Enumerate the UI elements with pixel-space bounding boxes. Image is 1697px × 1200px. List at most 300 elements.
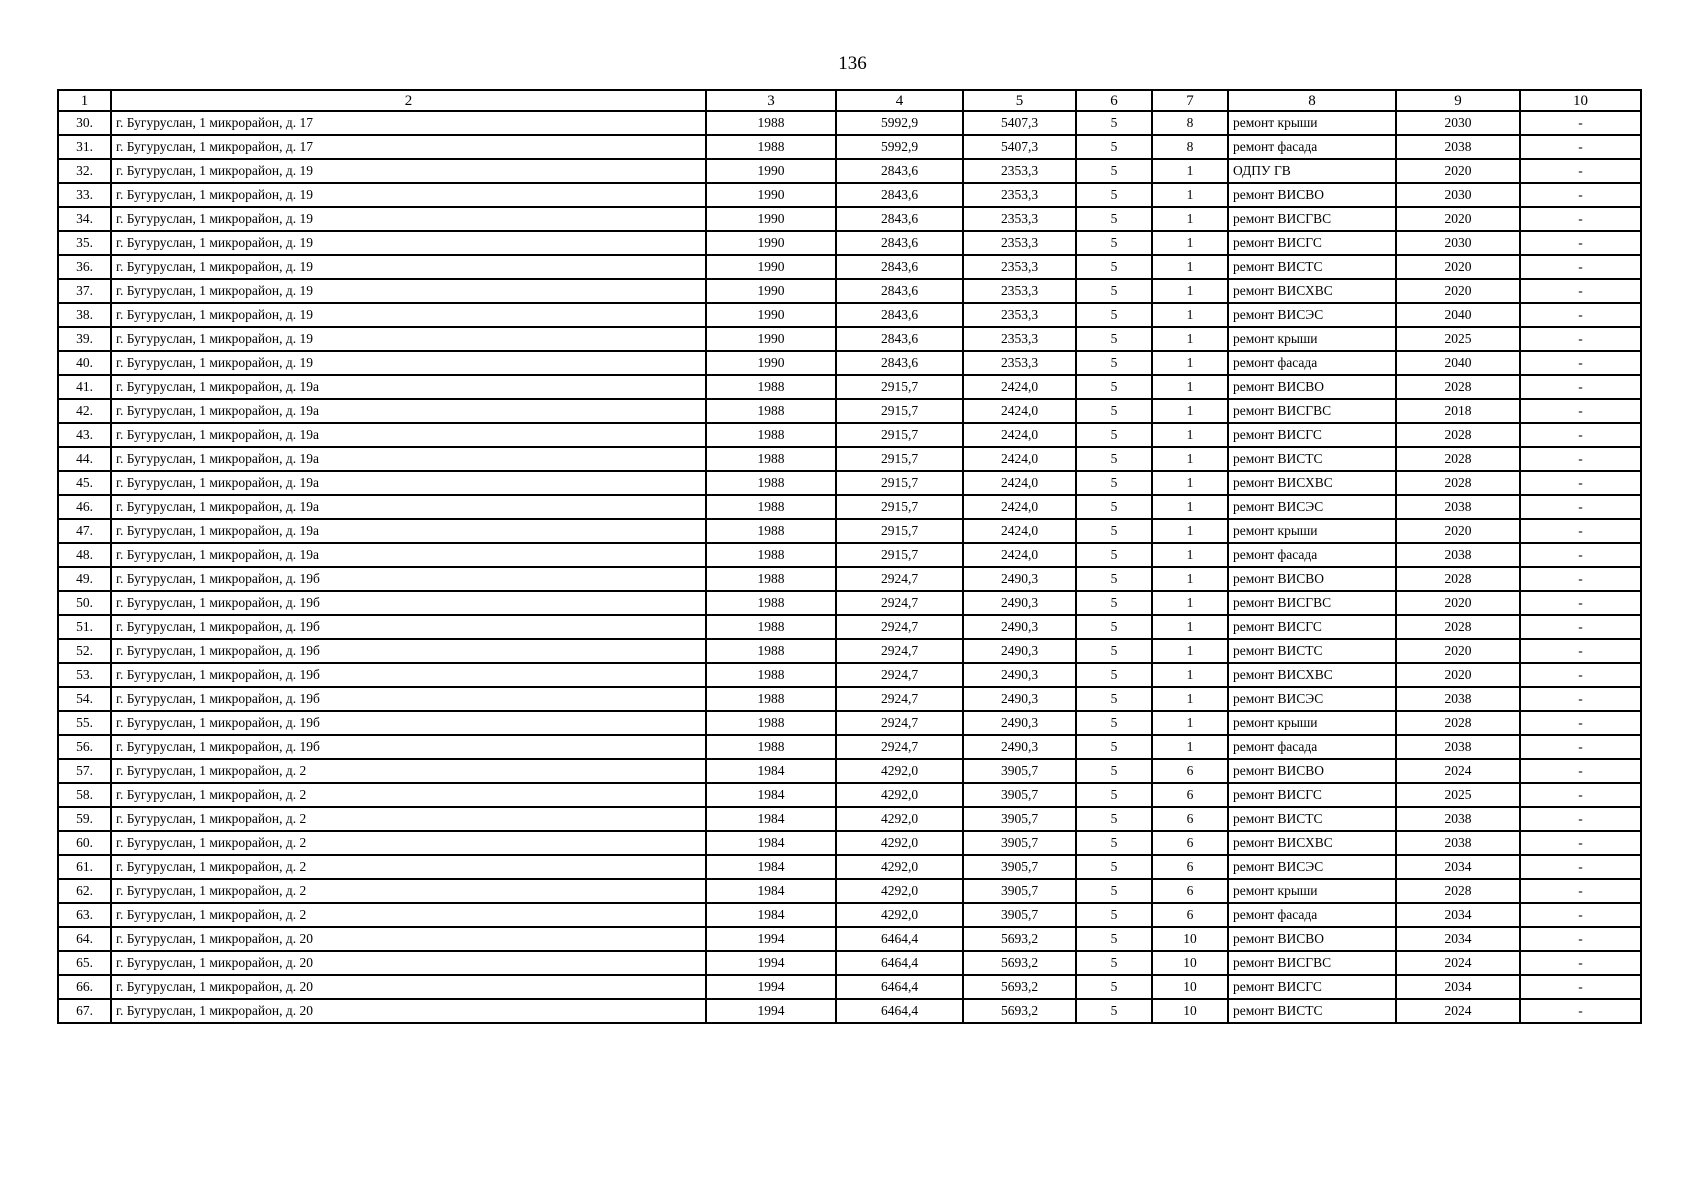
cell-floors: 5 xyxy=(1076,351,1152,375)
cell-work-type: ремонт ВИСГВС xyxy=(1228,207,1396,231)
cell-year-built: 1988 xyxy=(706,735,836,759)
cell-living-area: 2424,0 xyxy=(963,543,1076,567)
cell-entrances: 10 xyxy=(1152,975,1228,999)
cell-living-area: 2353,3 xyxy=(963,159,1076,183)
table-row xyxy=(58,879,1641,903)
cell-note: - xyxy=(1520,879,1641,903)
cell-planned-year: 2028 xyxy=(1396,471,1520,495)
cell-work-type: ремонт ВИСГВС xyxy=(1228,951,1396,975)
cell-total-area: 2915,7 xyxy=(836,543,963,567)
cell-floors: 5 xyxy=(1076,135,1152,159)
cell-planned-year: 2028 xyxy=(1396,615,1520,639)
cell-note: - xyxy=(1520,831,1641,855)
cell-floors: 5 xyxy=(1076,399,1152,423)
cell-note: - xyxy=(1520,927,1641,951)
cell-entrances: 1 xyxy=(1152,639,1228,663)
cell-row-number: 31. xyxy=(58,135,111,159)
cell-planned-year: 2020 xyxy=(1396,639,1520,663)
cell-entrances: 6 xyxy=(1152,855,1228,879)
cell-work-type: ремонт ВИСХВС xyxy=(1228,831,1396,855)
cell-address: г. Бугуруслан, 1 микрорайон, д. 2 xyxy=(111,807,706,831)
cell-planned-year: 2034 xyxy=(1396,975,1520,999)
cell-living-area: 2490,3 xyxy=(963,591,1076,615)
cell-planned-year: 2020 xyxy=(1396,159,1520,183)
cell-address: г. Бугуруслан, 1 микрорайон, д. 19 xyxy=(111,279,706,303)
cell-living-area: 2353,3 xyxy=(963,303,1076,327)
table-row xyxy=(58,111,1641,135)
cell-floors: 5 xyxy=(1076,951,1152,975)
cell-living-area: 3905,7 xyxy=(963,903,1076,927)
cell-planned-year: 2038 xyxy=(1396,495,1520,519)
cell-entrances: 1 xyxy=(1152,519,1228,543)
cell-work-type: ремонт ВИСЭС xyxy=(1228,495,1396,519)
col-header-9: 9 xyxy=(1396,90,1520,111)
cell-floors: 5 xyxy=(1076,783,1152,807)
cell-year-built: 1988 xyxy=(706,399,836,423)
cell-planned-year: 2038 xyxy=(1396,135,1520,159)
cell-year-built: 1990 xyxy=(706,255,836,279)
cell-planned-year: 2020 xyxy=(1396,519,1520,543)
cell-note: - xyxy=(1520,447,1641,471)
cell-total-area: 2924,7 xyxy=(836,567,963,591)
cell-total-area: 2924,7 xyxy=(836,711,963,735)
cell-total-area: 2915,7 xyxy=(836,519,963,543)
cell-floors: 5 xyxy=(1076,567,1152,591)
table-row xyxy=(58,351,1641,375)
cell-entrances: 1 xyxy=(1152,327,1228,351)
cell-floors: 5 xyxy=(1076,111,1152,135)
cell-note: - xyxy=(1520,303,1641,327)
cell-entrances: 1 xyxy=(1152,663,1228,687)
cell-note: - xyxy=(1520,423,1641,447)
table-row xyxy=(58,543,1641,567)
cell-planned-year: 2028 xyxy=(1396,879,1520,903)
cell-address: г. Бугуруслан, 1 микрорайон, д. 20 xyxy=(111,999,706,1023)
cell-note: - xyxy=(1520,591,1641,615)
cell-floors: 5 xyxy=(1076,375,1152,399)
cell-entrances: 1 xyxy=(1152,711,1228,735)
cell-row-number: 67. xyxy=(58,999,111,1023)
cell-entrances: 10 xyxy=(1152,999,1228,1023)
cell-note: - xyxy=(1520,375,1641,399)
cell-address: г. Бугуруслан, 1 микрорайон, д. 19 xyxy=(111,183,706,207)
cell-work-type: ремонт фасада xyxy=(1228,351,1396,375)
cell-entrances: 1 xyxy=(1152,567,1228,591)
cell-entrances: 1 xyxy=(1152,423,1228,447)
cell-year-built: 1990 xyxy=(706,351,836,375)
cell-note: - xyxy=(1520,783,1641,807)
cell-entrances: 1 xyxy=(1152,687,1228,711)
cell-work-type: ремонт крыши xyxy=(1228,879,1396,903)
cell-note: - xyxy=(1520,975,1641,999)
cell-total-area: 4292,0 xyxy=(836,831,963,855)
cell-floors: 5 xyxy=(1076,327,1152,351)
cell-year-built: 1990 xyxy=(706,303,836,327)
cell-work-type: ремонт фасада xyxy=(1228,135,1396,159)
cell-address: г. Бугуруслан, 1 микрорайон, д. 19 xyxy=(111,231,706,255)
cell-total-area: 2915,7 xyxy=(836,423,963,447)
cell-planned-year: 2028 xyxy=(1396,711,1520,735)
cell-note: - xyxy=(1520,519,1641,543)
table-row xyxy=(58,951,1641,975)
cell-address: г. Бугуруслан, 1 микрорайон, д. 19 xyxy=(111,327,706,351)
table-row xyxy=(58,327,1641,351)
cell-planned-year: 2030 xyxy=(1396,231,1520,255)
cell-row-number: 39. xyxy=(58,327,111,351)
cell-total-area: 2924,7 xyxy=(836,663,963,687)
cell-living-area: 2353,3 xyxy=(963,231,1076,255)
cell-row-number: 63. xyxy=(58,903,111,927)
cell-living-area: 2490,3 xyxy=(963,735,1076,759)
cell-planned-year: 2025 xyxy=(1396,783,1520,807)
cell-living-area: 3905,7 xyxy=(963,831,1076,855)
cell-living-area: 3905,7 xyxy=(963,879,1076,903)
cell-entrances: 1 xyxy=(1152,255,1228,279)
cell-entrances: 6 xyxy=(1152,879,1228,903)
cell-address: г. Бугуруслан, 1 микрорайон, д. 19б xyxy=(111,567,706,591)
cell-work-type: ремонт ВИСТС xyxy=(1228,807,1396,831)
cell-work-type: ремонт ВИСГС xyxy=(1228,975,1396,999)
cell-floors: 5 xyxy=(1076,159,1152,183)
cell-year-built: 1988 xyxy=(706,471,836,495)
cell-entrances: 1 xyxy=(1152,375,1228,399)
cell-row-number: 34. xyxy=(58,207,111,231)
cell-row-number: 54. xyxy=(58,687,111,711)
col-header-6: 6 xyxy=(1076,90,1152,111)
cell-entrances: 1 xyxy=(1152,231,1228,255)
cell-floors: 5 xyxy=(1076,519,1152,543)
cell-row-number: 36. xyxy=(58,255,111,279)
cell-living-area: 2424,0 xyxy=(963,519,1076,543)
cell-entrances: 1 xyxy=(1152,279,1228,303)
cell-floors: 5 xyxy=(1076,663,1152,687)
cell-year-built: 1988 xyxy=(706,447,836,471)
cell-floors: 5 xyxy=(1076,831,1152,855)
cell-living-area: 3905,7 xyxy=(963,807,1076,831)
cell-work-type: ремонт ВИСВО xyxy=(1228,183,1396,207)
cell-entrances: 1 xyxy=(1152,303,1228,327)
cell-note: - xyxy=(1520,687,1641,711)
cell-year-built: 1984 xyxy=(706,759,836,783)
cell-year-built: 1994 xyxy=(706,927,836,951)
cell-work-type: ремонт ВИСЭС xyxy=(1228,855,1396,879)
cell-entrances: 6 xyxy=(1152,807,1228,831)
cell-living-area: 2490,3 xyxy=(963,615,1076,639)
cell-year-built: 1988 xyxy=(706,567,836,591)
cell-address: г. Бугуруслан, 1 микрорайон, д. 2 xyxy=(111,903,706,927)
cell-note: - xyxy=(1520,495,1641,519)
table-row xyxy=(58,519,1641,543)
cell-year-built: 1990 xyxy=(706,183,836,207)
table-row xyxy=(58,423,1641,447)
cell-note: - xyxy=(1520,663,1641,687)
cell-year-built: 1990 xyxy=(706,279,836,303)
cell-address: г. Бугуруслан, 1 микрорайон, д. 2 xyxy=(111,783,706,807)
cell-address: г. Бугуруслан, 1 микрорайон, д. 19а xyxy=(111,375,706,399)
cell-row-number: 58. xyxy=(58,783,111,807)
cell-planned-year: 2038 xyxy=(1396,543,1520,567)
cell-total-area: 2924,7 xyxy=(836,639,963,663)
cell-planned-year: 2034 xyxy=(1396,855,1520,879)
cell-note: - xyxy=(1520,279,1641,303)
cell-living-area: 2490,3 xyxy=(963,711,1076,735)
col-header-4: 4 xyxy=(836,90,963,111)
cell-row-number: 37. xyxy=(58,279,111,303)
cell-year-built: 1990 xyxy=(706,207,836,231)
cell-total-area: 2924,7 xyxy=(836,615,963,639)
cell-year-built: 1984 xyxy=(706,879,836,903)
cell-floors: 5 xyxy=(1076,447,1152,471)
cell-total-area: 2915,7 xyxy=(836,447,963,471)
header-row xyxy=(58,90,1641,111)
cell-planned-year: 2038 xyxy=(1396,807,1520,831)
cell-planned-year: 2038 xyxy=(1396,687,1520,711)
table-row xyxy=(58,831,1641,855)
cell-work-type: ремонт крыши xyxy=(1228,519,1396,543)
cell-row-number: 60. xyxy=(58,831,111,855)
cell-row-number: 65. xyxy=(58,951,111,975)
cell-planned-year: 2020 xyxy=(1396,591,1520,615)
col-header-7: 7 xyxy=(1152,90,1228,111)
cell-planned-year: 2025 xyxy=(1396,327,1520,351)
cell-entrances: 1 xyxy=(1152,543,1228,567)
cell-total-area: 2843,6 xyxy=(836,159,963,183)
cell-total-area: 2924,7 xyxy=(836,735,963,759)
cell-total-area: 6464,4 xyxy=(836,927,963,951)
table-row xyxy=(58,759,1641,783)
cell-living-area: 2353,3 xyxy=(963,207,1076,231)
cell-planned-year: 2028 xyxy=(1396,423,1520,447)
cell-address: г. Бугуруслан, 1 микрорайон, д. 17 xyxy=(111,135,706,159)
cell-living-area: 2353,3 xyxy=(963,279,1076,303)
cell-total-area: 4292,0 xyxy=(836,807,963,831)
table-row xyxy=(58,591,1641,615)
cell-entrances: 1 xyxy=(1152,447,1228,471)
cell-floors: 5 xyxy=(1076,303,1152,327)
cell-row-number: 59. xyxy=(58,807,111,831)
cell-note: - xyxy=(1520,615,1641,639)
cell-note: - xyxy=(1520,399,1641,423)
cell-year-built: 1988 xyxy=(706,519,836,543)
cell-row-number: 30. xyxy=(58,111,111,135)
cell-floors: 5 xyxy=(1076,591,1152,615)
cell-living-area: 3905,7 xyxy=(963,783,1076,807)
cell-floors: 5 xyxy=(1076,207,1152,231)
cell-address: г. Бугуруслан, 1 микрорайон, д. 19а xyxy=(111,519,706,543)
cell-address: г. Бугуруслан, 1 микрорайон, д. 17 xyxy=(111,111,706,135)
cell-entrances: 1 xyxy=(1152,591,1228,615)
cell-entrances: 1 xyxy=(1152,351,1228,375)
cell-planned-year: 2038 xyxy=(1396,735,1520,759)
cell-entrances: 1 xyxy=(1152,207,1228,231)
cell-note: - xyxy=(1520,231,1641,255)
cell-total-area: 4292,0 xyxy=(836,903,963,927)
cell-year-built: 1988 xyxy=(706,639,836,663)
cell-row-number: 64. xyxy=(58,927,111,951)
cell-address: г. Бугуруслан, 1 микрорайон, д. 19а xyxy=(111,543,706,567)
cell-address: г. Бугуруслан, 1 микрорайон, д. 19 xyxy=(111,159,706,183)
cell-total-area: 2915,7 xyxy=(836,399,963,423)
cell-note: - xyxy=(1520,639,1641,663)
cell-address: г. Бугуруслан, 1 микрорайон, д. 19а xyxy=(111,399,706,423)
cell-row-number: 35. xyxy=(58,231,111,255)
cell-address: г. Бугуруслан, 1 микрорайон, д. 19а xyxy=(111,495,706,519)
cell-living-area: 2353,3 xyxy=(963,255,1076,279)
cell-address: г. Бугуруслан, 1 микрорайон, д. 19б xyxy=(111,711,706,735)
cell-work-type: ремонт ВИСГС xyxy=(1228,423,1396,447)
cell-floors: 5 xyxy=(1076,807,1152,831)
cell-total-area: 2843,6 xyxy=(836,351,963,375)
cell-year-built: 1984 xyxy=(706,903,836,927)
cell-total-area: 4292,0 xyxy=(836,855,963,879)
cell-living-area: 2490,3 xyxy=(963,687,1076,711)
col-header-3: 3 xyxy=(706,90,836,111)
cell-row-number: 55. xyxy=(58,711,111,735)
cell-address: г. Бугуруслан, 1 микрорайон, д. 19а xyxy=(111,423,706,447)
cell-work-type: ремонт ВИСХВС xyxy=(1228,471,1396,495)
cell-planned-year: 2024 xyxy=(1396,951,1520,975)
cell-address: г. Бугуруслан, 1 микрорайон, д. 20 xyxy=(111,951,706,975)
table-row xyxy=(58,447,1641,471)
cell-planned-year: 2024 xyxy=(1396,999,1520,1023)
cell-entrances: 1 xyxy=(1152,399,1228,423)
cell-address: г. Бугуруслан, 1 микрорайон, д. 20 xyxy=(111,975,706,999)
cell-work-type: ремонт ВИСВО xyxy=(1228,927,1396,951)
table-row xyxy=(58,735,1641,759)
cell-year-built: 1990 xyxy=(706,327,836,351)
cell-work-type: ремонт фасада xyxy=(1228,543,1396,567)
cell-total-area: 2915,7 xyxy=(836,375,963,399)
cell-work-type: ремонт ВИСВО xyxy=(1228,759,1396,783)
table-row xyxy=(58,855,1641,879)
cell-entrances: 8 xyxy=(1152,135,1228,159)
cell-row-number: 33. xyxy=(58,183,111,207)
cell-living-area: 3905,7 xyxy=(963,759,1076,783)
col-header-10: 10 xyxy=(1520,90,1641,111)
cell-year-built: 1988 xyxy=(706,543,836,567)
cell-floors: 5 xyxy=(1076,279,1152,303)
cell-note: - xyxy=(1520,855,1641,879)
table-row xyxy=(58,255,1641,279)
cell-row-number: 61. xyxy=(58,855,111,879)
cell-entrances: 8 xyxy=(1152,111,1228,135)
cell-floors: 5 xyxy=(1076,687,1152,711)
cell-year-built: 1994 xyxy=(706,951,836,975)
cell-row-number: 48. xyxy=(58,543,111,567)
cell-row-number: 62. xyxy=(58,879,111,903)
cell-total-area: 2843,6 xyxy=(836,279,963,303)
cell-year-built: 1988 xyxy=(706,663,836,687)
cell-planned-year: 2020 xyxy=(1396,279,1520,303)
cell-floors: 5 xyxy=(1076,183,1152,207)
cell-total-area: 5992,9 xyxy=(836,111,963,135)
table-row xyxy=(58,687,1641,711)
cell-living-area: 5693,2 xyxy=(963,999,1076,1023)
cell-address: г. Бугуруслан, 1 микрорайон, д. 2 xyxy=(111,759,706,783)
cell-row-number: 46. xyxy=(58,495,111,519)
col-header-8: 8 xyxy=(1228,90,1396,111)
cell-year-built: 1990 xyxy=(706,159,836,183)
cell-row-number: 50. xyxy=(58,591,111,615)
cell-address: г. Бугуруслан, 1 микрорайон, д. 19б xyxy=(111,591,706,615)
cell-total-area: 2924,7 xyxy=(836,687,963,711)
cell-floors: 5 xyxy=(1076,975,1152,999)
table-row xyxy=(58,711,1641,735)
cell-row-number: 52. xyxy=(58,639,111,663)
cell-total-area: 2915,7 xyxy=(836,495,963,519)
cell-row-number: 38. xyxy=(58,303,111,327)
cell-planned-year: 2040 xyxy=(1396,351,1520,375)
cell-row-number: 53. xyxy=(58,663,111,687)
table-row xyxy=(58,975,1641,999)
cell-note: - xyxy=(1520,735,1641,759)
cell-address: г. Бугуруслан, 1 микрорайон, д. 19а xyxy=(111,447,706,471)
cell-address: г. Бугуруслан, 1 микрорайон, д. 19б xyxy=(111,663,706,687)
cell-floors: 5 xyxy=(1076,471,1152,495)
table-body xyxy=(58,111,1641,1023)
cell-living-area: 5693,2 xyxy=(963,951,1076,975)
repair-schedule-table xyxy=(57,89,1642,1024)
cell-address: г. Бугуруслан, 1 микрорайон, д. 19 xyxy=(111,351,706,375)
cell-floors: 5 xyxy=(1076,999,1152,1023)
cell-floors: 5 xyxy=(1076,903,1152,927)
table-row xyxy=(58,903,1641,927)
cell-total-area: 6464,4 xyxy=(836,999,963,1023)
cell-floors: 5 xyxy=(1076,879,1152,903)
cell-living-area: 2424,0 xyxy=(963,375,1076,399)
cell-year-built: 1984 xyxy=(706,831,836,855)
cell-row-number: 47. xyxy=(58,519,111,543)
cell-work-type: ремонт ВИСЭС xyxy=(1228,303,1396,327)
table-row xyxy=(58,159,1641,183)
col-header-1: 1 xyxy=(58,90,111,111)
cell-note: - xyxy=(1520,135,1641,159)
cell-floors: 5 xyxy=(1076,759,1152,783)
cell-work-type: ремонт ВИСВО xyxy=(1228,375,1396,399)
cell-work-type: ремонт ВИСХВС xyxy=(1228,279,1396,303)
cell-living-area: 3905,7 xyxy=(963,855,1076,879)
cell-note: - xyxy=(1520,111,1641,135)
cell-year-built: 1988 xyxy=(706,591,836,615)
cell-year-built: 1988 xyxy=(706,111,836,135)
cell-planned-year: 2034 xyxy=(1396,903,1520,927)
cell-living-area: 2424,0 xyxy=(963,423,1076,447)
cell-entrances: 1 xyxy=(1152,615,1228,639)
cell-floors: 5 xyxy=(1076,255,1152,279)
cell-planned-year: 2028 xyxy=(1396,375,1520,399)
table-row xyxy=(58,135,1641,159)
cell-work-type: ремонт ВИСЭС xyxy=(1228,687,1396,711)
cell-floors: 5 xyxy=(1076,615,1152,639)
cell-note: - xyxy=(1520,951,1641,975)
table-row xyxy=(58,303,1641,327)
table-row xyxy=(58,279,1641,303)
table-row xyxy=(58,207,1641,231)
cell-floors: 5 xyxy=(1076,423,1152,447)
cell-address: г. Бугуруслан, 1 микрорайон, д. 19б xyxy=(111,615,706,639)
cell-total-area: 2915,7 xyxy=(836,471,963,495)
cell-work-type: ремонт фасада xyxy=(1228,735,1396,759)
cell-total-area: 5992,9 xyxy=(836,135,963,159)
cell-year-built: 1984 xyxy=(706,783,836,807)
cell-total-area: 2843,6 xyxy=(836,327,963,351)
cell-living-area: 2490,3 xyxy=(963,639,1076,663)
cell-living-area: 2424,0 xyxy=(963,447,1076,471)
cell-year-built: 1988 xyxy=(706,687,836,711)
cell-row-number: 66. xyxy=(58,975,111,999)
cell-year-built: 1994 xyxy=(706,999,836,1023)
cell-address: г. Бугуруслан, 1 микрорайон, д. 19б xyxy=(111,639,706,663)
